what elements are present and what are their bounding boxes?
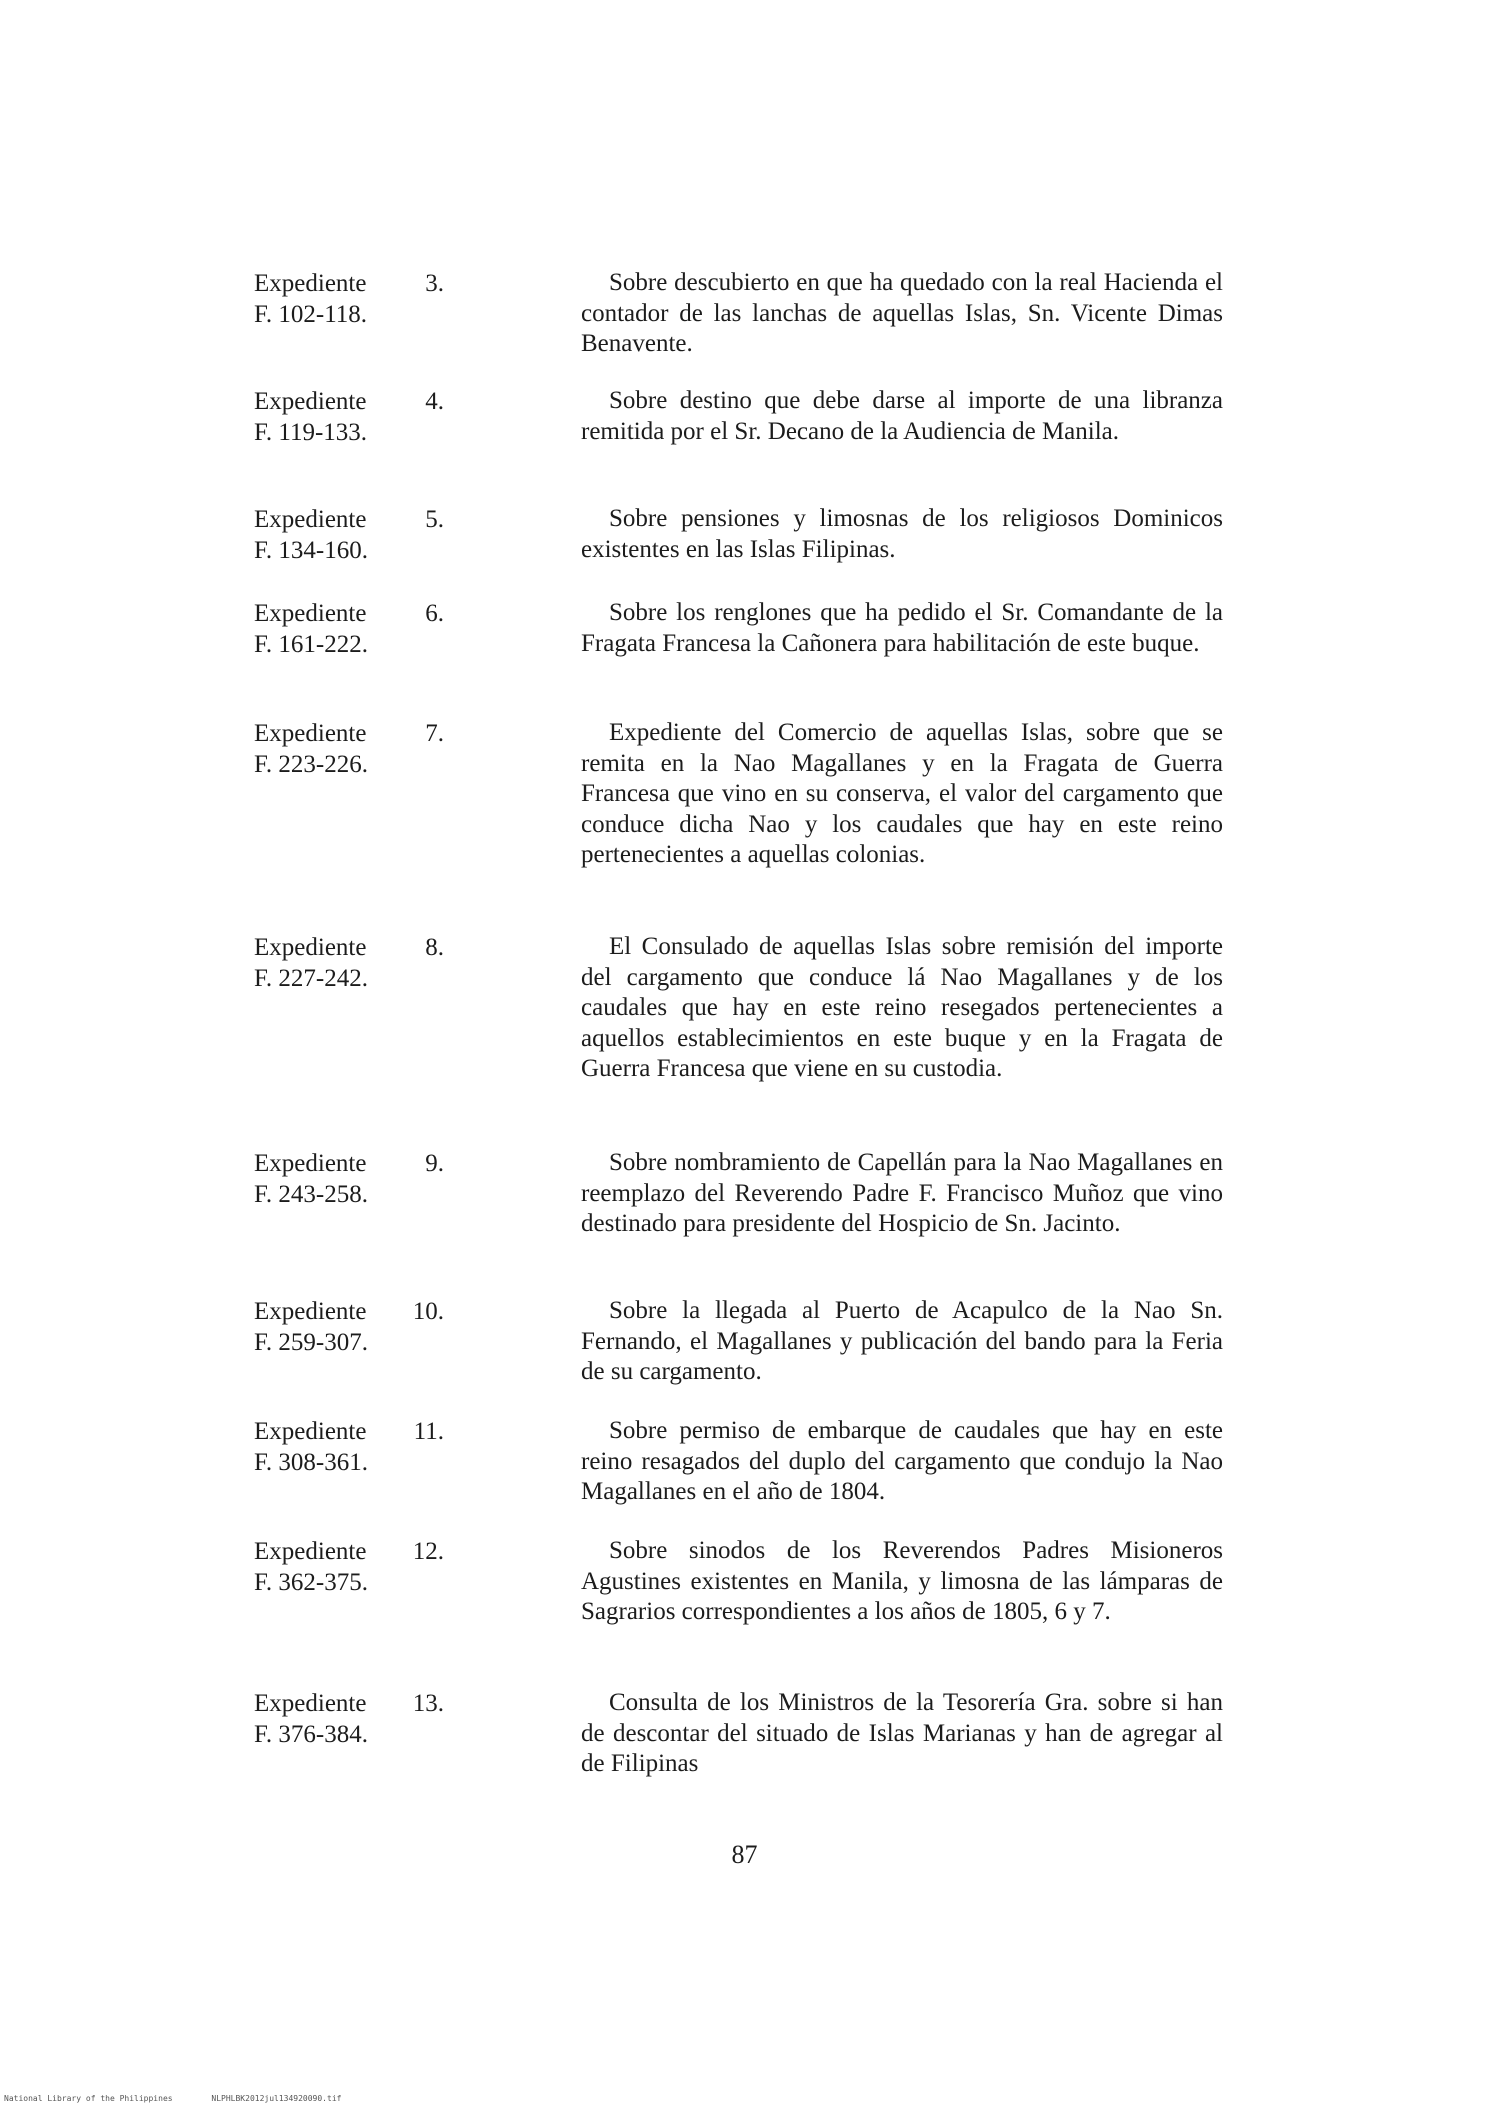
expediente-heading (254, 1536, 444, 1567)
expediente-number: 4. (425, 388, 444, 415)
folio-range: F. 102-118. (254, 301, 368, 328)
expediente-description: Sobre destino que debe darse al importe de una libranza remitida por el Sr. Decano de la Audiencia de Manila. (581, 387, 1223, 445)
expediente-heading (254, 268, 444, 299)
expediente-description: Sobre permiso de embarque de caudales que hay en este reino resagados del duplo del cargamento que condujo la Nao Magallanes en el año de 1804. (581, 1417, 1223, 1505)
expediente-number: 6. (425, 600, 444, 627)
expediente-description: Consulta de los Ministros de la Tesorería Gra. sobre si han de descontar del situado de Islas Marianas y han de agregar al de Filipinas (581, 1689, 1223, 1777)
expediente-reference (254, 1296, 444, 1358)
expediente-label: Expediente (254, 1690, 367, 1717)
expediente-label: Expediente (254, 1298, 367, 1325)
expediente-heading (254, 1296, 444, 1327)
folio-range: F. 376-384. (254, 1721, 368, 1748)
expediente-reference (254, 504, 444, 566)
expediente-label: Expediente (254, 388, 367, 415)
expediente-reference (254, 718, 444, 780)
expediente-label: Expediente (254, 270, 367, 297)
expediente-description: Sobre descubierto en que ha quedado con la real Hacienda el contador de las lanchas de aquellas Islas, Sn. Vicente Dimas Benavente. (581, 269, 1223, 357)
expediente-label: Expediente (254, 1150, 367, 1177)
expediente-label: Expediente (254, 600, 367, 627)
expediente-description: Sobre sinodos de los Reverendos Padres Misioneros Agustines existentes en Manila, y limosna de las lámparas de Sagrarios correspondientes a los años de 1805, 6 y 7. (581, 1537, 1223, 1625)
expediente-number: 3. (425, 270, 444, 297)
expediente-number: 10. (412, 1298, 444, 1325)
expediente-number: 9. (425, 1150, 444, 1177)
expediente-heading (254, 718, 444, 749)
expediente-reference (254, 386, 444, 448)
expediente-number: 13. (412, 1690, 444, 1717)
expediente-heading (254, 598, 444, 629)
expediente-number: 12. (412, 1538, 444, 1565)
folio-range: F. 223-226. (254, 751, 368, 778)
expediente-number: 5. (425, 506, 444, 533)
expediente-heading (254, 1416, 444, 1447)
expediente-heading (254, 504, 444, 535)
footer-file: NLPHLBK2012jul134920090.tif (211, 2094, 342, 2103)
folio-range: F. 308-361. (254, 1449, 368, 1476)
expediente-description: Sobre la llegada al Puerto de Acapulco de la Nao Sn. Fernando, el Magallanes y publicación del bando para la Feria de su cargamento. (581, 1297, 1223, 1385)
folio-range: F. 259-307. (254, 1329, 368, 1356)
expediente-description: El Consulado de aquellas Islas sobre remisión del importe del cargamento que conduce lá Nao Magallanes y de los caudales que hay en este reino resegados pertenecientes a aquellos establecimientos en este buque y en la Fragata de Guerra Francesa que viene en su custodia. (581, 933, 1223, 1082)
expediente-reference (254, 1688, 444, 1750)
folio-range: F. 161-222. (254, 631, 368, 658)
expediente-number: 8. (425, 934, 444, 961)
expediente-heading (254, 386, 444, 417)
folio-range: F. 227-242. (254, 965, 368, 992)
expediente-reference (254, 1416, 444, 1478)
page-number: 87 (731, 1840, 758, 1869)
folio-range: F. 243-258. (254, 1181, 368, 1208)
expediente-label: Expediente (254, 720, 367, 747)
expediente-reference (254, 932, 444, 994)
expediente-heading (254, 932, 444, 963)
expediente-number: 7. (425, 720, 444, 747)
expediente-description: Sobre los renglones que ha pedido el Sr. Comandante de la Fragata Francesa la Cañonera para habilitación de este buque. (581, 599, 1223, 657)
expediente-reference (254, 268, 444, 330)
expediente-heading (254, 1148, 444, 1179)
folio-range: F. 362-375. (254, 1569, 368, 1596)
expediente-heading (254, 1688, 444, 1719)
expediente-reference (254, 598, 444, 660)
expediente-label: Expediente (254, 506, 367, 533)
expediente-reference (254, 1148, 444, 1210)
expediente-description: Sobre nombramiento de Capellán para la Nao Magallanes en reemplazo del Reverendo Padre F. Francisco Muñoz que vino destinado para presidente del Hospicio de Sn. Jacinto. (581, 1149, 1223, 1237)
scan-footer (4, 2094, 375, 2103)
folio-range: F. 134-160. (254, 537, 368, 564)
expediente-reference (254, 1536, 444, 1598)
expediente-description: Sobre pensiones y limosnas de los religiosos Dominicos existentes en las Islas Filipinas. (581, 505, 1223, 563)
footer-library: National Library of the Philippines (4, 2094, 173, 2103)
expediente-label: Expediente (254, 1538, 367, 1565)
expediente-label: Expediente (254, 934, 367, 961)
expediente-label: Expediente (254, 1418, 367, 1445)
expediente-description: Expediente del Comercio de aquellas Islas, sobre que se remita en la Nao Magallanes y en la Fragata de Guerra Francesa que vino en su conserva, el valor del cargamento que conduce dicha Nao y los caudales que hay en este reino pertenecientes a aquellas colonias. (581, 719, 1223, 868)
folio-range: F. 119-133. (254, 419, 368, 446)
expediente-number: 11. (413, 1418, 444, 1445)
